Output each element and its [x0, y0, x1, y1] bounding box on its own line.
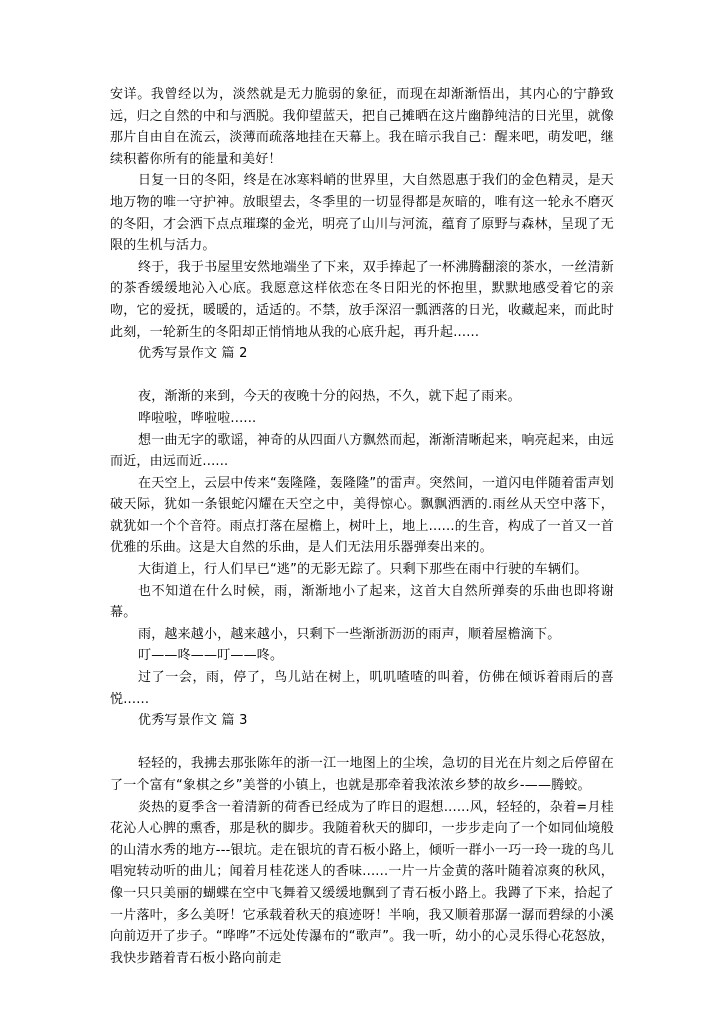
paragraph: 过了一会，雨，停了，鸟儿站在树上，叽叽喳喳的叫着，仿佛在倾诉着雨后的喜悦...... [110, 670, 614, 707]
paragraph: 想一曲无字的歌谣，神奇的从四面八方飘然而起，渐渐清晰起来，响亮起来，由远而近，由远而近...... [110, 432, 614, 470]
section-heading-3: 优秀写景作文 篇 3 [138, 713, 248, 729]
paragraph: 哗啦啦，哗啦啦...... [138, 410, 257, 426]
section-heading-2: 优秀写景作文 篇 2 [138, 346, 248, 362]
paragraph: 夜，渐渐的来到，今天的夜晚十分的闷热，不久，就下起了雨来。 [138, 389, 521, 405]
paragraph: 叮——咚——叮——咚。 [138, 648, 284, 664]
paragraph: 安详。我曾经以为，淡然就是无力脆弱的象征，而现在却渐渐悟出，其内心的宁静致远，归之自然的中和与洒脱。我仰望蓝天，把自己摊晒在这片幽静纯洁的日光里，就像那片自由自在流云，淡薄而疏落地挂在天幕上。我在暗示我自己：醒来吧，萌发吧，继续积蓄你所有的能量和美好！ [110, 87, 614, 167]
spacer [110, 732, 614, 754]
paragraph: 也不知道在什么时候，雨，渐渐地小了起来，这首大自然所弹奏的乐曲也即将谢幕。 [110, 583, 614, 621]
paragraph: 在天空上，云层中传来“轰隆隆，轰隆隆”的雷声。突然间，一道闪电伴随着雷声划破天际，犹如一条银蛇闪耀在天空之中，美得惊心。飘飘洒洒的.雨丝从天空中落下，就犹如一个个音符。雨点打落在屋檐上，树叶上，地上......的生音，构成了一首又一首优雅的乐曲。这是大自然的乐曲，是人们无法用乐器弹奏出来的。 [110, 475, 614, 556]
paragraph: 日复一日的冬阳，终是在冰寒料峭的世界里，大自然恩惠于我们的金色精灵，是天地万物的唯一守护神。放眼望去，冬季里的一切显得都是灰暗的，唯有这一轮永不磨灭的冬阳，才会洒下点点璀璨的金光，明亮了山川与河流，蕴育了原野与森林，呈现了无限的生机与活力。 [110, 173, 614, 254]
paragraph: 轻轻的，我拂去那张陈年的浙一江一地图上的尘埃，急切的目光在片刻之后停留在了一个富有“象棋之乡”美誉的小镇上，也就是那牵着我浓浓乡梦的故乡-——腾蛟。 [110, 756, 614, 793]
paragraph: 终于，我于书屋里安然地端坐了下来，双手捧起了一杯沸腾翻滚的茶水，一丝清新的茶香缓缓地沁入心底。我愿意这样依恋在冬日阳光的怀抱里，默默地感受着它的亲吻，它的爱抚，暖暖的，适适的。不禁，放手深沼一瓢洒落的日光，收藏起来，而此时此刻，一轮新生的冬阳却正悄悄地从我的心底升起，再升起...... [110, 259, 614, 340]
paragraph: 炎热的夏季含一着清新的荷香已经成为了昨日的遐想......风，轻轻的，杂着=月桂花沁人心脾的熏香，那是秋的脚步。我随着秋天的脚印，一步步走向了一个如同仙境般的山清水秀的地方---银坑。走在银坑的青石板小路上，倾听一群小一巧一玲一珑的鸟儿唱宛转动听的曲儿；闻着月桂花迷人的香味......一片一片金黄的落叶随着凉爽的秋风，像一只只美丽的蝴蝶在空中飞舞着又缓缓地飘到了青石板小路上。我蹲了下来，拾起了一片落叶，多么美呀！它承载着秋天的痕迹呀！半响，我又顺着那潺一潺而碧绿的小溪向前迈开了步子。“哗哗”不远处传瀑布的“歌声”。我一听，幼小的心灵乐得心花怒放，我快步踏着青石板小路向前走 [110, 799, 614, 966]
spacer [110, 365, 614, 387]
paragraph: 雨，越来越小，越来越小，只剩下一些渐浙沥沥的雨声，顺着屋檐滴下。 [138, 626, 561, 642]
paragraph: 大街道上，行人们早已“逃”的无影无踪了。只剩下那些在雨中行驶的车辆们。 [138, 562, 588, 578]
